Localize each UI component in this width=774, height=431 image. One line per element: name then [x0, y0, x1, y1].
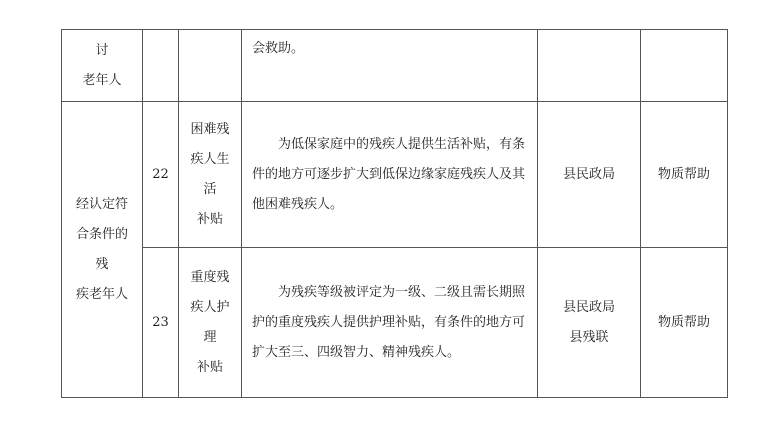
item-name-line: 困难残: [190, 121, 230, 137]
target-group-line: 合条件的: [75, 226, 128, 242]
description-line: 护的重度残疾人提供护理补贴，有条件的地方可: [252, 314, 526, 330]
policy-table: [61, 29, 728, 398]
description-cell: [242, 248, 538, 398]
target-group-line: 老年人: [82, 72, 122, 88]
item-name-line: 重度残: [190, 269, 230, 285]
department-cell: [538, 102, 641, 248]
target-group-cell: [62, 30, 143, 102]
item-name-line: 理: [203, 329, 217, 345]
target-group-line: 经认定符: [75, 196, 128, 212]
target-group-line: 讨: [95, 42, 109, 58]
target-group-cell: [62, 102, 143, 398]
assistance-type-cell: 物质帮助: [641, 102, 728, 248]
item-name-cell: [179, 102, 242, 248]
description-cell: [242, 102, 538, 248]
department-line: 县残联: [569, 329, 609, 345]
target-group-line: 残: [95, 256, 109, 272]
table-row: [62, 30, 728, 102]
item-name-line: 补贴: [196, 359, 223, 375]
item-name-cell: [179, 30, 242, 102]
table-row: [62, 248, 728, 398]
description-line: 为残疾等级被评定为一级、二级且需长期照: [278, 284, 526, 300]
department-cell: [538, 30, 641, 102]
description-line: 扩大至三、四级智力、精神残疾人。: [252, 344, 461, 360]
item-name-cell: [179, 248, 242, 398]
assistance-type-cell: [641, 30, 728, 102]
target-group-line: 疾老年人: [75, 286, 128, 302]
description-line: 为低保家庭中的残疾人提供生活补贴，有条: [278, 136, 526, 152]
item-name-line: 补贴: [196, 211, 223, 227]
item-number-cell: 22: [143, 102, 179, 248]
description-line: 会救助。: [252, 41, 305, 56]
description-cell: [242, 30, 538, 102]
assistance-type-cell: 物质帮助: [641, 248, 728, 398]
item-name-line: 活: [203, 181, 217, 197]
item-number-cell: [143, 30, 179, 102]
item-name-line: 疾人护: [190, 299, 230, 315]
table-row: [62, 102, 728, 248]
description-line: 他困难残疾人。: [252, 196, 344, 212]
item-name-line: 疾人生: [190, 151, 230, 167]
item-number-cell: 23: [143, 248, 179, 398]
department-line: 县民政局: [562, 299, 615, 315]
department-cell: [538, 248, 641, 398]
department-line: 县民政局: [562, 166, 615, 182]
description-line: 件的地方可逐步扩大到低保边缘家庭残疾人及其: [252, 166, 526, 182]
